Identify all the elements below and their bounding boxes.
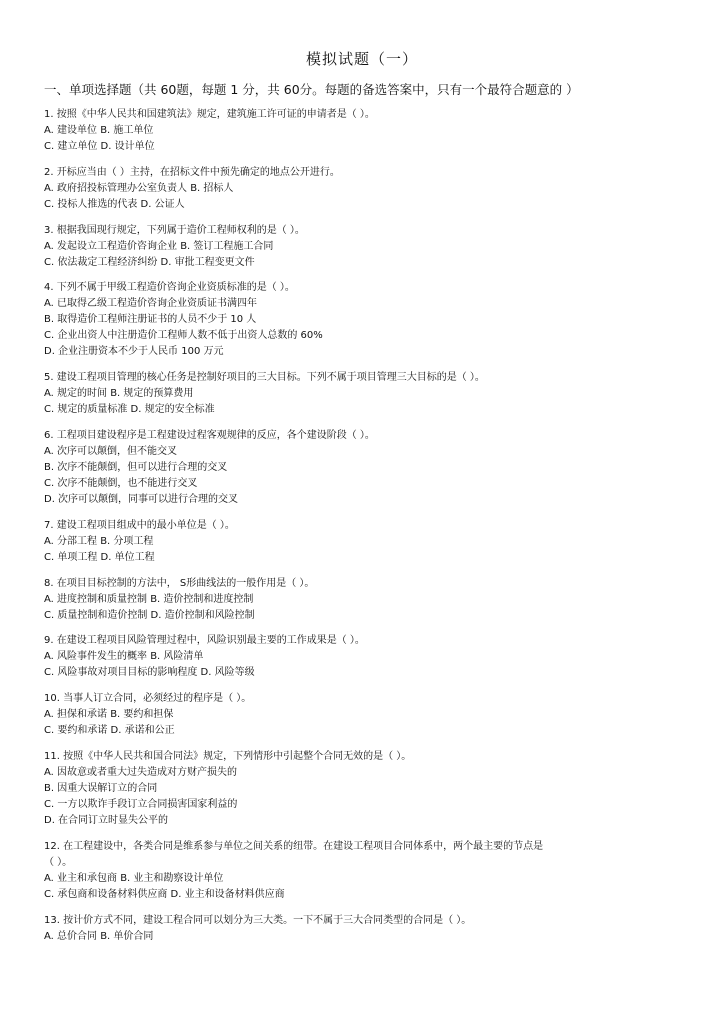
question-text: 2. 开标应当由（ ）主持，在招标文件中预先确定的地点公开进行。 <box>44 166 340 178</box>
question-line: A. 次序可以颠倒，但不能交叉 <box>44 445 178 457</box>
question-line: A. 发起设立工程造价咨询企业 B. 签订工程施工合同 <box>44 240 274 252</box>
question-item <box>44 428 684 508</box>
question-line: A. 已取得乙级工程造价咨询企业资质证书满四年 <box>44 298 258 310</box>
question-list <box>44 107 684 954</box>
question-text: 3. 根据我国现行规定，下列属于造价工程师权利的是（ ）。 <box>44 224 305 236</box>
question-line: C. 次序不能颠倒，也不能进行交叉 <box>44 477 198 489</box>
question-text: 11. 按照《中华人民共和国合同法》规定，下列情形中引起整个合同无效的是（ ）。 <box>44 750 412 762</box>
question-line: B. 次序不能颠倒，但可以进行合理的交叉 <box>44 461 228 473</box>
question-line: A. 进度控制和质量控制 B. 造价控制和进度控制 <box>44 593 254 605</box>
question-item <box>44 280 684 360</box>
question-item <box>44 518 684 566</box>
question-text: 13. 按计价方式不同，建设工程合同可以划分为三大类。一下不属于三大合同类型的合同是（ ）。 <box>44 914 472 926</box>
question-line: A. 因故意或者重大过失造成对方财产损失的 <box>44 766 238 778</box>
question-text: 12. 在工程建设中，各类合同是维系参与单位之间关系的纽带。在建设工程项目合同体系中，两个最主要的节点是 <box>44 840 544 852</box>
question-text: 7. 建设工程项目组成中的最小单位是（ ）。 <box>44 519 235 531</box>
question-line: A. 政府招投标管理办公室负责人 B. 招标人 <box>44 182 234 194</box>
question-line: A. 风险事件发生的概率 B. 风险清单 <box>44 651 204 663</box>
question-line: A. 建设单位 B. 施工单位 <box>44 125 154 136</box>
question-item <box>44 165 684 213</box>
question-line: B. 因重大误解订立的合同 <box>44 782 158 794</box>
question-text: 1. 按照《中华人民共和国建筑法》规定，建筑施工许可证的申请者是（ ）。 <box>44 109 375 120</box>
question-text: 8. 在项目目标控制的方法中， S形曲线法的一般作用是（ ）。 <box>44 577 315 589</box>
question-line: A. 总价合同 B. 单价合同 <box>44 930 154 942</box>
question-line: A. 规定的时间 B. 规定的预算费用 <box>44 388 194 400</box>
question-item <box>44 107 684 155</box>
question-line: C. 企业出资人中注册造价工程师人数不低于出资人总数的 60% <box>44 330 323 342</box>
question-item <box>44 839 684 903</box>
question-line: C. 单项工程 D. 单位工程 <box>44 551 155 563</box>
question-line: （ ）。 <box>44 856 73 868</box>
question-line: C. 质量控制和造价控制 D. 造价控制和风险控制 <box>44 609 255 621</box>
question-line: A. 业主和承包商 B. 业主和勘察设计单位 <box>44 872 224 884</box>
question-line: A. 担保和承诺 B. 要约和担保 <box>44 709 174 721</box>
question-text: 10. 当事人订立合同，必须经过的程序是（ ）。 <box>44 693 252 705</box>
question-item <box>44 370 684 418</box>
section-heading: 一、单项选择题（共 60题，每题 1 分，共 60分。每题的备选答案中，只有一个最符合题意的 ） <box>44 82 579 97</box>
question-item <box>44 913 684 945</box>
question-text: 6. 工程项目建设程序是工程建设过程客观规律的反应，各个建设阶段（ ）。 <box>44 429 375 441</box>
question-line: C. 一方以欺诈手段订立合同损害国家利益的 <box>44 798 238 810</box>
question-item <box>44 749 684 829</box>
question-text: 9. 在建设工程项目风险管理过程中，风险识别最主要的工作成果是（ ）。 <box>44 635 365 647</box>
question-line: C. 建立单位 D. 设计单位 <box>44 141 155 152</box>
question-line: D. 在合同订立时显失公平的 <box>44 814 169 826</box>
question-item <box>44 691 684 739</box>
question-line: B. 取得造价工程师注册证书的人员不少于 10 人 <box>44 314 257 326</box>
question-line: C. 投标人推选的代表 D. 公证人 <box>44 198 185 210</box>
question-line: C. 风险事故对项目目标的影响程度 D. 风险等级 <box>44 667 255 679</box>
question-item <box>44 223 684 271</box>
question-item <box>44 576 684 624</box>
question-text: 4. 下列不属于甲级工程造价咨询企业资质标准的是（ ）。 <box>44 282 295 294</box>
page-title: 模拟试题（一） <box>305 50 418 68</box>
question-line: C. 规定的质量标准 D. 规定的安全标准 <box>44 404 215 416</box>
question-line: D. 企业注册资本不少于人民币 100 万元 <box>44 346 224 358</box>
question-line: C. 承包商和设备材料供应商 D. 业主和设备材料供应商 <box>44 888 285 900</box>
question-line: D. 次序可以颠倒，同事可以进行合理的交叉 <box>44 493 239 505</box>
question-line: C. 依法裁定工程经济纠纷 D. 审批工程变更文件 <box>44 256 255 268</box>
question-text: 5. 建设工程项目管理的核心任务是控制好项目的三大目标。下列不属于项目管理三大目标的是（ ）。 <box>44 372 485 384</box>
question-line: C. 要约和承诺 D. 承诺和公正 <box>44 725 175 737</box>
question-line: A. 分部工程 B. 分项工程 <box>44 535 154 547</box>
question-item <box>44 633 684 681</box>
